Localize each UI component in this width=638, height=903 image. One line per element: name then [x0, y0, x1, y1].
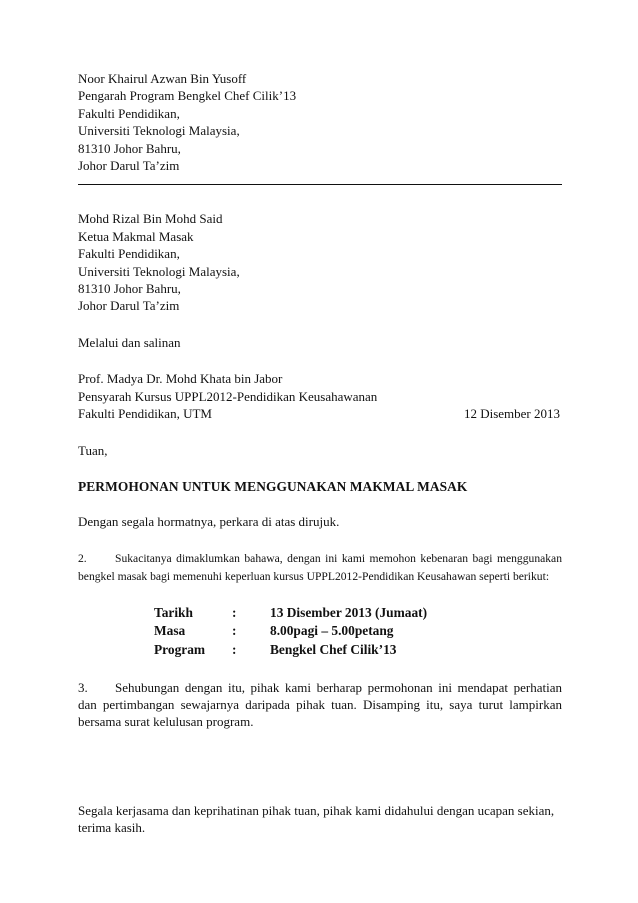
detail-label: Tarikh: [154, 604, 193, 620]
paragraph-2: [78, 550, 562, 586]
paragraph-2-number: 2.: [78, 551, 87, 565]
reference-line: [78, 513, 562, 530]
detail-label: Masa: [154, 623, 186, 639]
sender-state: Johor Darul Ta’zim: [78, 158, 180, 174]
reference-text: Dengan segala hormatnya, perkara di atas dirujuk.: [78, 514, 340, 530]
paragraph-3-number: 3.: [78, 679, 88, 695]
event-details: [154, 604, 562, 660]
via-label: [78, 334, 562, 351]
detail-colon: :: [232, 623, 237, 639]
paragraph-2-text: Sukacitanya dimaklumkan bahawa, dengan ini kami memohon kebenaran bagi menggunakan bengkel masak bagi memenuhi keperluan kursus UPPL2012-Pendidikan Keusahawan seperti berikut:: [78, 551, 562, 583]
recipient-postcode-city: 81310 Johor Bahru,: [78, 281, 181, 297]
sender-title: Pengarah Program Bengkel Chef Cilik’13: [78, 88, 297, 104]
detail-colon: :: [232, 604, 237, 620]
letterhead-divider: [78, 184, 562, 185]
detail-row-date: [154, 604, 562, 623]
recipient-faculty: Fakulti Pendidikan,: [78, 246, 180, 262]
sender-university: Universiti Teknologi Malaysia,: [78, 123, 240, 139]
cc-faculty-date-row: [78, 405, 562, 422]
sender-postcode-city: 81310 Johor Bahru,: [78, 140, 181, 156]
letter-subject: PERMOHONAN UNTUK MENGGUNAKAN MAKMAL MASAK: [78, 478, 468, 494]
detail-value: 8.00pagi – 5.00petang: [270, 623, 394, 639]
letter-date: 12 Disember 2013: [463, 406, 560, 422]
cc-address: [78, 370, 562, 422]
recipient-address: [78, 210, 562, 314]
cc-faculty: Fakulti Pendidikan, UTM: [78, 406, 212, 422]
via-text: Melalui dan salinan: [78, 334, 181, 350]
detail-colon: :: [232, 641, 237, 657]
sender-name: Noor Khairul Azwan Bin Yusoff: [78, 71, 247, 86]
detail-value: Bengkel Chef Cilik’13: [270, 641, 397, 657]
recipient-university: Universiti Teknologi Malaysia,: [78, 263, 240, 279]
salutation-text: Tuan,: [78, 442, 108, 458]
sender-address: [78, 70, 562, 174]
recipient-name: Mohd Rizal Bin Mohd Said: [78, 211, 223, 227]
recipient-state: Johor Darul Ta’zim: [78, 298, 180, 314]
detail-row-time: [154, 622, 562, 641]
detail-label: Program: [154, 641, 206, 657]
paragraph-3: [78, 679, 562, 731]
letter-page: [78, 70, 562, 837]
recipient-title: Ketua Makmal Masak: [78, 228, 194, 244]
cc-name: Prof. Madya Dr. Mohd Khata bin Jabor: [78, 371, 283, 387]
paragraph-3-text: Sehubungan dengan itu, pihak kami berharap permohonan ini mendapat perhatian dan pertimbangan sewajarnya daripada pihak tuan. Disamping itu, saya turut lampirkan bersama surat kelulusan program.: [78, 679, 562, 730]
salutation: [78, 442, 562, 459]
cc-position: Pensyarah Kursus UPPL2012-Pendidikan Keusahawanan: [78, 388, 378, 404]
detail-value: 13 Disember 2013 (Jumaat): [270, 604, 428, 620]
closing-remark: Segala kerjasama dan keprihatinan pihak tuan, pihak kami didahului dengan ucapan sekian, terima kasih.: [78, 802, 555, 836]
detail-row-program: [154, 641, 562, 660]
sender-faculty: Fakulti Pendidikan,: [78, 105, 180, 121]
